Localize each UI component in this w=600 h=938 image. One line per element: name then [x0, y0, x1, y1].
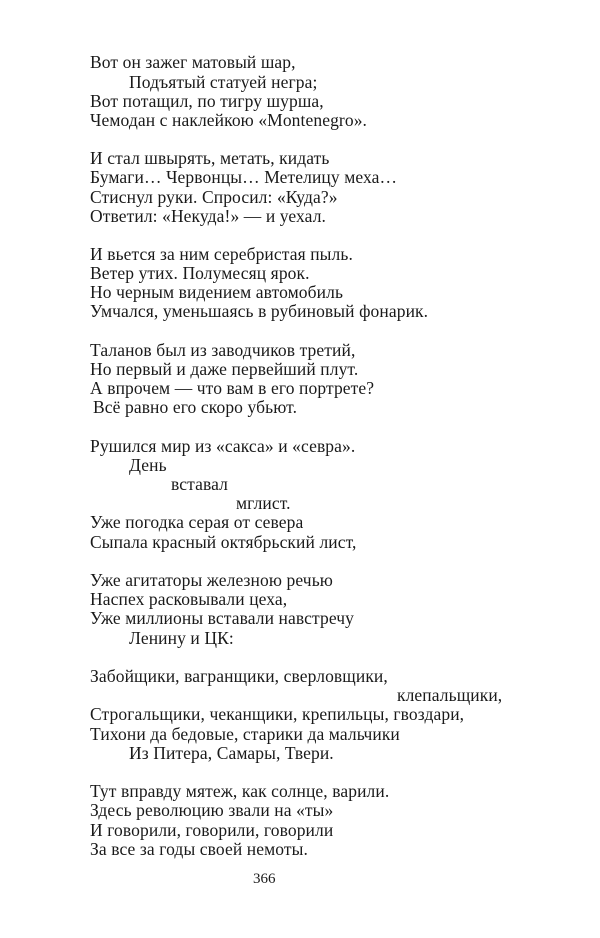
poem-line: День [129, 455, 167, 475]
poem-line: Забойщики, вагранщики, сверловщики, [90, 666, 388, 686]
poem-line: Строгальщики, чеканщики, крепильцы, гвоздари, [90, 704, 465, 724]
poem-line: Уже погодка серая от севера [90, 512, 304, 532]
poem-line: И говорили, говорили, говорили [90, 820, 334, 840]
poem-line: Из Питера, Самары, Твери. [129, 743, 334, 763]
poem-line: Бумаги… Червонцы… Метелицу меха… [90, 167, 398, 187]
poem-line: Здесь революцию звали на «ты» [90, 800, 334, 820]
poem-line: клепальщики, [397, 685, 503, 705]
poem-line: Вот потащил, по тигру шурша, [90, 91, 324, 111]
poem-line: Стиснул руки. Спросил: «Куда?» [90, 187, 338, 207]
poem-line: Тут вправду мятеж, как солнце, варили. [90, 781, 390, 801]
poem-line: Уже агитаторы железною речью [90, 570, 333, 590]
poem-line: Рушился мир из «сакса» и «севра». [90, 436, 356, 456]
poem-line: Сыпала красный октябрьский лист, [90, 532, 357, 552]
poem-line: Чемодан с наклейкою «Montenegro». [90, 110, 368, 130]
poem-line: Но черным видением автомобиль [90, 282, 344, 302]
poem-line: Умчался, уменьшаясь в рубиновый фонарик. [90, 301, 429, 321]
poem-line: А впрочем — что вам в его портрете? [90, 378, 375, 398]
poem-line: И вьется за ним серебристая пыль. [90, 244, 353, 264]
poem-line: Вот он зажег матовый шар, [90, 52, 296, 72]
poem-line: Всё равно его скоро убьют. [93, 397, 298, 417]
poem-line: Уже миллионы вставали навстречу [90, 608, 355, 628]
poem-line: За все за годы своей немоты. [90, 839, 308, 859]
poem-line: Тихони да бедовые, старики да мальчики [90, 724, 400, 744]
poem-line: Ленину и ЦК: [129, 628, 234, 648]
poem-line: И стал швырять, метать, кидать [90, 148, 330, 168]
poem-line: Таланов был из заводчиков третий, [90, 340, 356, 360]
poem-line: вставал [171, 474, 228, 494]
poem-line: Наспех расковывали цеха, [90, 589, 288, 609]
page-number: 366 [253, 871, 276, 887]
poem-line: Ответил: «Некуда!» — и уехал. [90, 206, 326, 226]
poem-line: Ветер утих. Полумесяц ярок. [90, 263, 310, 283]
poem-line: Подъятый статуей негра; [129, 72, 318, 92]
poem-line: Но первый и даже первейший плут. [90, 359, 359, 379]
poem-line: мглист. [236, 493, 291, 513]
